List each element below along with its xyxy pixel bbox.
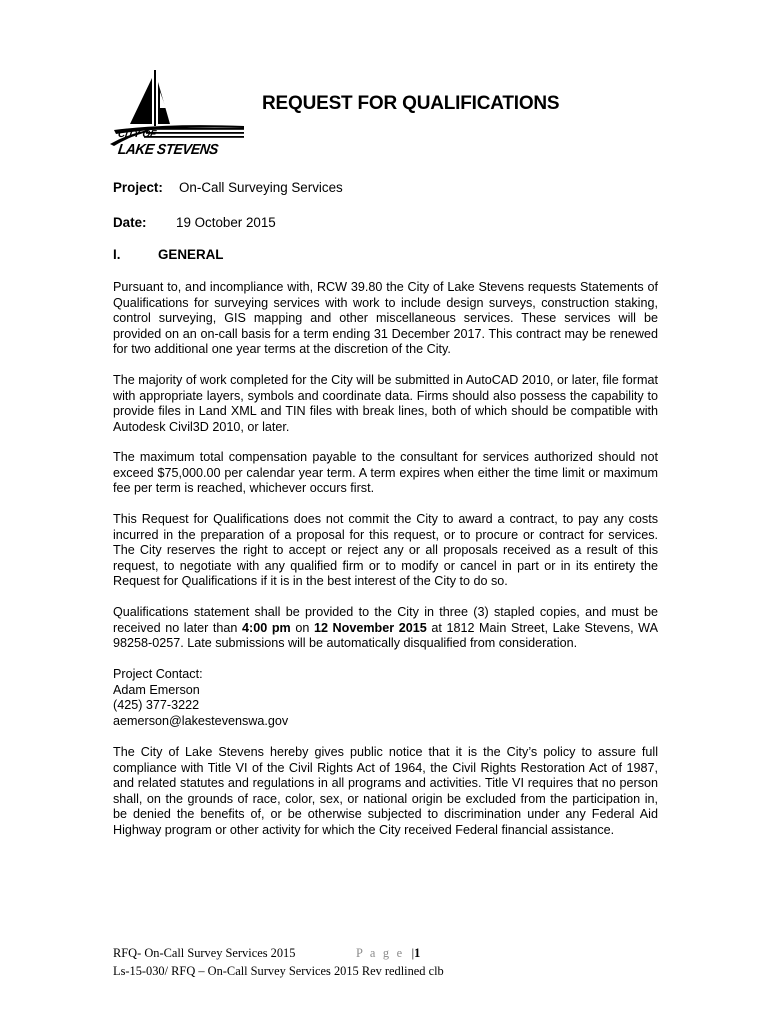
section-title: GENERAL [158, 247, 224, 262]
paragraph-title-vi [113, 745, 658, 839]
paragraph-commitment [113, 512, 658, 590]
paragraph-text: This Request for Qualifications does not commit the City to award a contract, to pay any costs incurred in the preparation of a proposal for this request, or to procure or contract for services. The City reserves the right to accept or reject any or all proposals received as a result of this request, to negotiate with any qualified firm or to modify or cancel in part or in its entirety the Request for Qualifications if it is in the best interest of the City to do so. [113, 512, 658, 589]
submission-time: 4:00 pm [242, 620, 291, 635]
paragraph-text: Pursuant to, and incompliance with, RCW 39.80 the City of Lake Stevens requests Statements of Qualifications for surveying services with work to include design surveys, construction staking, control surveying, GIS mapping and other miscellaneous services. These services will be provided on an on-call basis for a term ending 31 December 2017. This contract may be renewed for two additional one year terms at the discretion of the City. [113, 280, 658, 357]
project-value: On-Call Surveying Services [179, 180, 343, 195]
section-number: I. [113, 247, 121, 262]
page-separator: | [411, 946, 415, 960]
section-heading [113, 247, 223, 262]
contact-email: aemerson@lakestevenswa.gov [113, 713, 289, 728]
date-label: Date: [113, 215, 147, 230]
project-line [113, 180, 343, 195]
contact-name: Adam Emerson [113, 682, 200, 697]
paragraph-compensation [113, 450, 658, 497]
project-label: Project: [113, 180, 163, 195]
footer-line-1 [113, 946, 673, 961]
footer-document-name: RFQ- On-Call Survey Services 2015 [113, 946, 296, 960]
paragraph-text [113, 605, 658, 652]
logo-city-of-text: CITY OF [117, 129, 157, 140]
project-contact-block [113, 667, 658, 729]
date-value: 19 October 2015 [176, 215, 276, 230]
paragraph-rcw [113, 280, 658, 358]
document-title: REQUEST FOR QUALIFICATIONS [262, 93, 560, 114]
footer-line-2: Ls-15-030/ RFQ – On-Call Survey Services 2015 Rev redlined clb [113, 964, 444, 978]
page-indicator [356, 946, 420, 961]
page-number: 1 [414, 946, 421, 960]
submission-text-2: on [290, 620, 314, 635]
submission-text-1: Qualifications statement shall be provided to the City in three (3) stapled copies, and must be received no later than [113, 605, 658, 635]
date-line [113, 215, 276, 230]
contact-phone: (425) 377-3222 [113, 698, 200, 713]
logo-lake-stevens-text: LAKE STEVENS [116, 142, 219, 158]
paragraph-text: The majority of work completed for the City will be submitted in AutoCAD 2010, or later, file format with appropriate layers, symbols and coordinate data. Firms should also possess the capability to provide files in Land XML and TIN files with break lines, both of which should be compatible with Autodesk Civil3D 2010, or later. [113, 373, 658, 434]
paragraph-submission [113, 605, 658, 652]
page-word: P a g e [356, 946, 405, 960]
paragraph-text: The City of Lake Stevens hereby gives public notice that it is the City’s policy to assure full compliance with Title VI of the Civil Rights Act of 1964, the Civil Rights Restoration Act of 1987, and related statutes and regulations in all programs and activities. Title VI requires that no person shall, on the grounds of race, color, sex, or national origin be excluded from the participation in, be denied the benefits of, or be otherwise subjected to discrimination under any Federal Aid Highway program or other activity for which the City received Federal financial assistance. [113, 745, 658, 837]
contact-label: Project Contact: [113, 667, 203, 681]
submission-text-3: at 1812 Main Street, Lake Stevens, WA 98258-0257. Late submissions will be automatically disqualified from consideration. [113, 620, 658, 651]
paragraph-autocad [113, 373, 658, 435]
paragraph-text: The maximum total compensation payable to the consultant for services authorized should not exceed $75,000.00 per calendar year term. A term expires when either the time limit or maximum fee per term is reached, whichever occurs first. [113, 450, 658, 496]
submission-deadline: 12 November 2015 [313, 620, 427, 635]
